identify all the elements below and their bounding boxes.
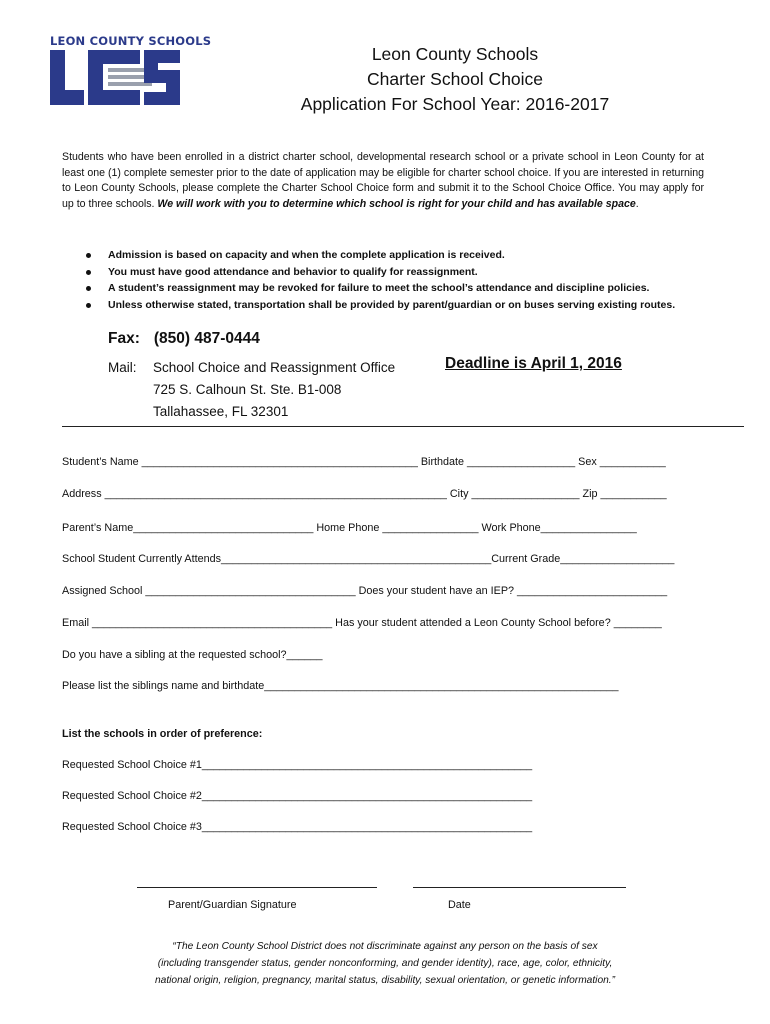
intro-text: Students who have been enrolled in a district charter school, developmental research school or a private school in Leon County for at least one (1) complete semester prior to the date of application may be eligible for charter school choice. If you are interested in returning to Leon County Schools, please complete the Charter School Choice form and submit it to the School Choice Office. You may apply for up to three schools. bbox=[62, 151, 704, 210]
title-district: Leon County Schools bbox=[371, 44, 539, 64]
bullet-item: A student’s reassignment may be revoked for failure to meet the school’s attendance and discipline policies. bbox=[82, 280, 722, 297]
mail-street: 725 S. Calhoun St. Ste. B1-008 bbox=[153, 382, 342, 397]
date-line[interactable] bbox=[413, 887, 626, 888]
mail-address bbox=[153, 357, 395, 423]
address-field[interactable]: Address _________________________________________________________ City __________________ Zip ___________ bbox=[62, 488, 667, 500]
bullet-item: Unless otherwise stated, transportation shall be provided by parent/guardian or on buses serving existing routes. bbox=[82, 297, 722, 314]
current-school-field[interactable]: School Student Currently Attends_____________________________________________Current Grade___________________ bbox=[62, 553, 675, 565]
email-field[interactable]: Email ________________________________________ Has your student attended a Leon County School before? ________ bbox=[62, 617, 662, 629]
eligibility-bullets bbox=[82, 247, 722, 313]
mail-label: Mail: bbox=[108, 360, 137, 375]
fax-number: (850) 487-0444 bbox=[153, 330, 260, 347]
footer-line: (including transgender status, gender nonconforming, and gender identity), race, age, color, ethnicity, bbox=[157, 958, 613, 969]
logo-wordmark: LEON COUNTY SCHOOLS bbox=[50, 34, 212, 48]
date-label: Date bbox=[448, 899, 471, 911]
lcs-logo bbox=[50, 34, 212, 108]
deadline-notice: Deadline is April 1, 2016 bbox=[445, 355, 622, 372]
assigned-school-field[interactable]: Assigned School ___________________________________ Does your student have an IEP? _________________________ bbox=[62, 585, 668, 597]
parent-phone-field[interactable]: Parent’s Name______________________________ Home Phone ________________ Work Phone________________ bbox=[62, 522, 637, 534]
fax-contact bbox=[108, 330, 260, 348]
signature-line[interactable] bbox=[137, 887, 377, 888]
bullet-item: Admission is based on capacity and when the complete application is received. bbox=[82, 247, 722, 264]
section-divider bbox=[62, 426, 744, 427]
preference-heading: List the schools in order of preference: bbox=[62, 728, 263, 740]
footer-line: national origin, religion, pregnancy, marital status, disability, sexual orientation, or genetic information.” bbox=[155, 975, 615, 986]
school-choice-3-field[interactable]: Requested School Choice #3_______________________________________________________ bbox=[62, 821, 533, 833]
mail-office: School Choice and Reassignment Office bbox=[153, 360, 396, 375]
title-school-year: Application For School Year: 2016-2017 bbox=[300, 94, 610, 114]
intro-paragraph bbox=[62, 150, 704, 212]
title-program: Charter School Choice bbox=[366, 69, 544, 89]
footer-line: “The Leon County School District does not discriminate against any person on the basis of sex bbox=[172, 941, 598, 952]
intro-emphasis: We will work with you to determine which school is right for your child and has available space bbox=[157, 197, 636, 210]
student-info-field[interactable]: Student’s Name ______________________________________________ Birthdate __________________ Sex ___________ bbox=[62, 456, 666, 468]
sibling-field[interactable]: Do you have a sibling at the requested school?______ bbox=[62, 649, 323, 661]
lcs-monogram bbox=[50, 34, 212, 108]
form-title bbox=[250, 42, 660, 117]
bullet-item: You must have good attendance and behavior to qualify for reassignment. bbox=[82, 264, 722, 281]
school-choice-1-field[interactable]: Requested School Choice #1_______________________________________________________ bbox=[62, 759, 533, 771]
nondiscrimination-statement bbox=[90, 938, 680, 989]
intro-end: . bbox=[635, 197, 639, 210]
mail-city: Tallahassee, FL 32301 bbox=[153, 404, 289, 419]
sibling-names-field[interactable]: Please list the siblings name and birthdate___________________________________________________________ bbox=[62, 680, 619, 692]
signature-label: Parent/Guardian Signature bbox=[168, 899, 297, 911]
fax-label: Fax: bbox=[108, 330, 140, 347]
school-choice-2-field[interactable]: Requested School Choice #2_______________________________________________________ bbox=[62, 790, 533, 802]
